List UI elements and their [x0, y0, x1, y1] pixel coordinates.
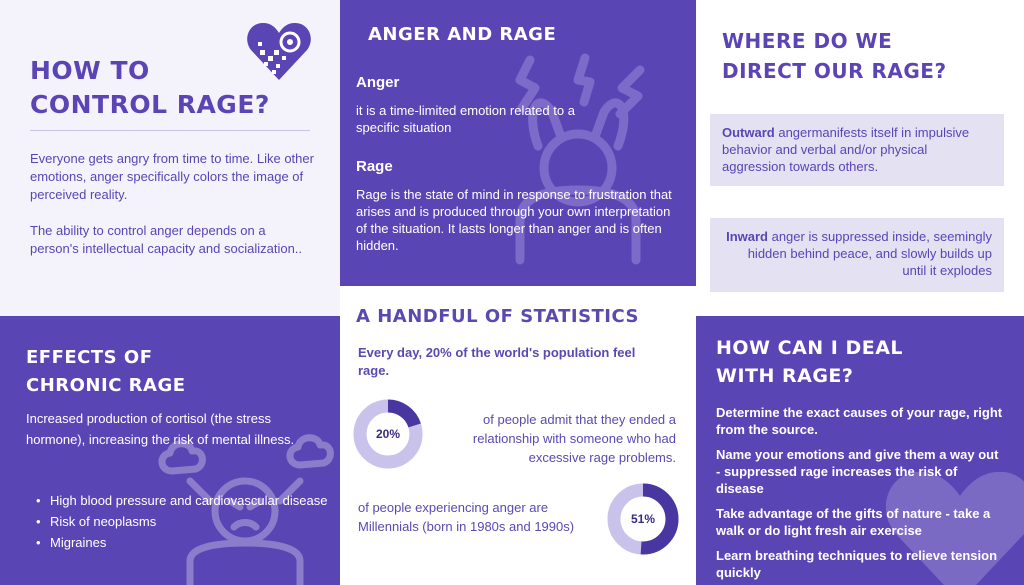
deal-panel: [696, 316, 1024, 585]
outward-box: [710, 114, 1004, 186]
anger-text: it is a time-limited emotion related to a specific situation: [356, 103, 575, 135]
donut-label: 51%: [630, 512, 656, 526]
direct-rage-panel: [696, 0, 1024, 316]
stat2-text: of people experiencing anger are Millennials (born in 1980s and 1990s): [358, 500, 575, 534]
deal-title: HOW CAN I DEAL WITH RAGE?: [716, 337, 904, 387]
list-item: Learn breathing techniques to relieve tension quickly: [716, 548, 998, 580]
effects-title: EFFECTS OF CHRONIC RAGE: [26, 347, 186, 396]
list-item: • High blood pressure and cardiovascular disease: [50, 490, 328, 511]
anger-rage-title: ANGER AND RAGE: [368, 24, 557, 45]
effects-text: Increased production of cortisol (the stress hormone), increasing the risk of mental illness.: [26, 411, 295, 447]
anger-heading: Anger: [356, 74, 400, 91]
rage-heading: Rage: [356, 158, 393, 175]
effects-panel: [0, 316, 340, 585]
statistics-panel: [340, 286, 696, 585]
donut-chart-51: [606, 482, 680, 556]
page-title: HOW TO CONTROL RAGE?: [30, 56, 270, 119]
deal-list: [716, 404, 1006, 581]
list-item: • Migraines: [50, 532, 328, 553]
divider: [30, 130, 310, 131]
control-text: [30, 150, 315, 258]
outward-label: Outward: [722, 125, 775, 140]
control-paragraph-1: Everyone gets angry from time to time. Like other emotions, anger specifically colors the image of perceived reality.: [30, 151, 314, 202]
outward-text: angermanifests itself in impulsive behavior and verbal and/or physical aggression towards others.: [722, 125, 970, 174]
statistics-title: A HANDFUL OF STATISTICS: [356, 306, 640, 327]
donut-chart-20: [352, 398, 424, 470]
control-paragraph-2: The ability to control anger depends on a person's intellectual capacity and socialization..: [30, 223, 303, 256]
list-item: Name your emotions and give them a way out - suppressed rage increases the risk of disease: [716, 447, 999, 496]
inward-label: Inward: [726, 229, 768, 244]
anger-rage-panel: [340, 0, 696, 286]
donut-label: 20%: [375, 427, 401, 441]
list-item: Take advantage of the gifts of nature - take a walk or do light fresh air exercise: [716, 506, 991, 538]
effects-list: [50, 490, 328, 553]
list-item: Determine the exact causes of your rage, right from the source.: [716, 405, 1003, 437]
stat1-text: of people admit that they ended a relationship with someone who had excessive rage problems.: [472, 412, 676, 465]
rage-text: Rage is the state of mind in response to frustration that arises and is produced through your own interpretation of the situation. It lasts longer than anger and is often hidden.: [356, 187, 672, 253]
direct-title: WHERE DO WE DIRECT OUR RAGE?: [722, 29, 947, 83]
inward-box: [710, 218, 1004, 292]
control-rage-panel: [0, 0, 340, 316]
list-item: • Risk of neoplasms: [50, 511, 328, 532]
inward-text: anger is suppressed inside, seemingly hidden behind peace, and slowly builds up until it explodes: [747, 229, 992, 278]
statistics-intro: Every day, 20% of the world's population feel rage.: [358, 345, 636, 378]
